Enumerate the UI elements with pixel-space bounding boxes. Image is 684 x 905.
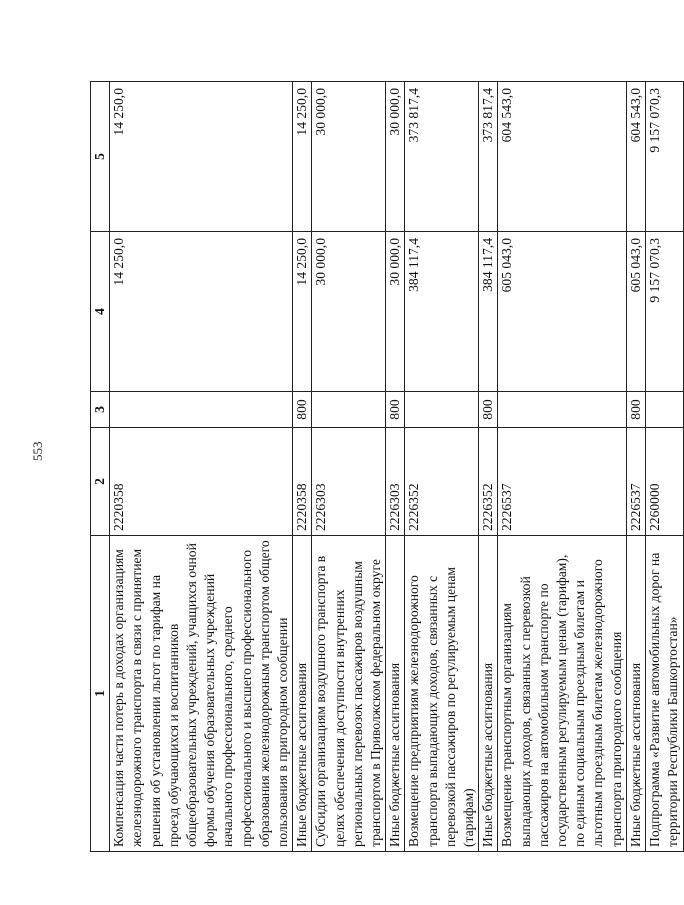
table-row	[386, 82, 405, 852]
row-description: Субсидии организациям воздушного транспорта в целях обеспечения доступности внутренних региональных перевозок пассажиров воздушным транспортом в Приволжском федеральном округе	[312, 536, 386, 852]
row-value-col5: 14 250,0	[110, 82, 293, 232]
row-description: Иные бюджетные ассигнования	[626, 536, 645, 852]
row-code: 2226537	[626, 428, 645, 536]
rotated-table-wrapper	[90, 82, 681, 852]
row-kvr	[498, 392, 626, 428]
row-value-col5: 30 000,0	[312, 82, 386, 232]
row-code: 2220358	[293, 428, 312, 536]
row-value-col5: 373 817,4	[479, 82, 498, 232]
row-code: 2226303	[312, 428, 386, 536]
row-kvr	[312, 392, 386, 428]
table-row	[479, 82, 498, 852]
row-value-col5: 604 543,0	[626, 82, 645, 232]
row-description: Иные бюджетные ассигнования	[386, 536, 405, 852]
row-value-col4: 384 117,4	[405, 232, 479, 392]
row-value-col4: 9 157 070,3	[646, 232, 683, 392]
row-value-col4: 30 000,0	[312, 232, 386, 392]
row-description: Возмещение предприятиям железнодорожного транспорта выпадающих доходов, связанных с перевозкой пассажиров по регулируемым ценам (тарифам)	[405, 536, 479, 852]
header-row	[91, 82, 110, 852]
table-row	[293, 82, 312, 852]
row-value-col5: 30 000,0	[386, 82, 405, 232]
row-description: Иные бюджетные ассигнования	[293, 536, 312, 852]
row-code: 2226303	[386, 428, 405, 536]
table-row	[498, 82, 626, 852]
row-kvr: 800	[386, 392, 405, 428]
table-row	[626, 82, 645, 852]
table-row	[110, 82, 293, 852]
page-number: 553	[30, 441, 45, 461]
row-value-col4: 14 250,0	[293, 232, 312, 392]
row-value-col4: 14 250,0	[110, 232, 293, 392]
row-value-col4: 605 043,0	[498, 232, 626, 392]
budget-table	[90, 81, 684, 852]
row-code: 2226352	[405, 428, 479, 536]
row-value-col4: 384 117,4	[479, 232, 498, 392]
row-value-col5: 604 543,0	[498, 82, 626, 232]
header-col-1: 1	[91, 536, 110, 852]
row-kvr: 800	[293, 392, 312, 428]
row-value-col4: 605 043,0	[626, 232, 645, 392]
row-kvr	[110, 392, 293, 428]
header-col-3: 3	[91, 392, 110, 428]
header-col-4: 4	[91, 232, 110, 392]
row-value-col5: 373 817,4	[405, 82, 479, 232]
row-kvr: 800	[479, 392, 498, 428]
table-row	[312, 82, 386, 852]
row-description: Иные бюджетные ассигнования	[479, 536, 498, 852]
row-description: Подпрограмма «Развитие автомобильных дорог на территории Республики Башкортостан»	[646, 536, 683, 852]
row-kvr: 800	[626, 392, 645, 428]
row-code: 2260000	[646, 428, 683, 536]
row-code: 2226352	[479, 428, 498, 536]
header-col-2: 2	[91, 428, 110, 536]
row-kvr	[646, 392, 683, 428]
header-col-5: 5	[91, 82, 110, 232]
row-kvr	[405, 392, 479, 428]
row-value-col4: 30 000,0	[386, 232, 405, 392]
row-code: 2220358	[110, 428, 293, 536]
row-value-col5: 14 250,0	[293, 82, 312, 232]
row-code: 2226537	[498, 428, 626, 536]
row-description: Возмещение транспортным организациям выпадающих доходов, связанных с перевозкой пассажиров на автомобильном транспорте по государственным регулируемым ценам (тарифам), по единым социальным проездным билетам и льготным проездным билетам железнодорожного транспорта пригородного сообщения	[498, 536, 626, 852]
table-row	[405, 82, 479, 852]
row-description: Компенсация части потерь в доходах организациям железнодорожного транспорта в связи с принятием решения об установлении льгот по тарифам на проезд обучающихся и воспитанников общеобразовательных учреждений, учащихся очной формы обучения образовательных учреждений начального профессионального, среднего профессионального и высшего профессионального образования железнодорожным транспортом общего пользования в пригородном сообщении	[110, 536, 293, 852]
table-row	[646, 82, 683, 852]
row-value-col5: 9 157 070,3	[646, 82, 683, 232]
